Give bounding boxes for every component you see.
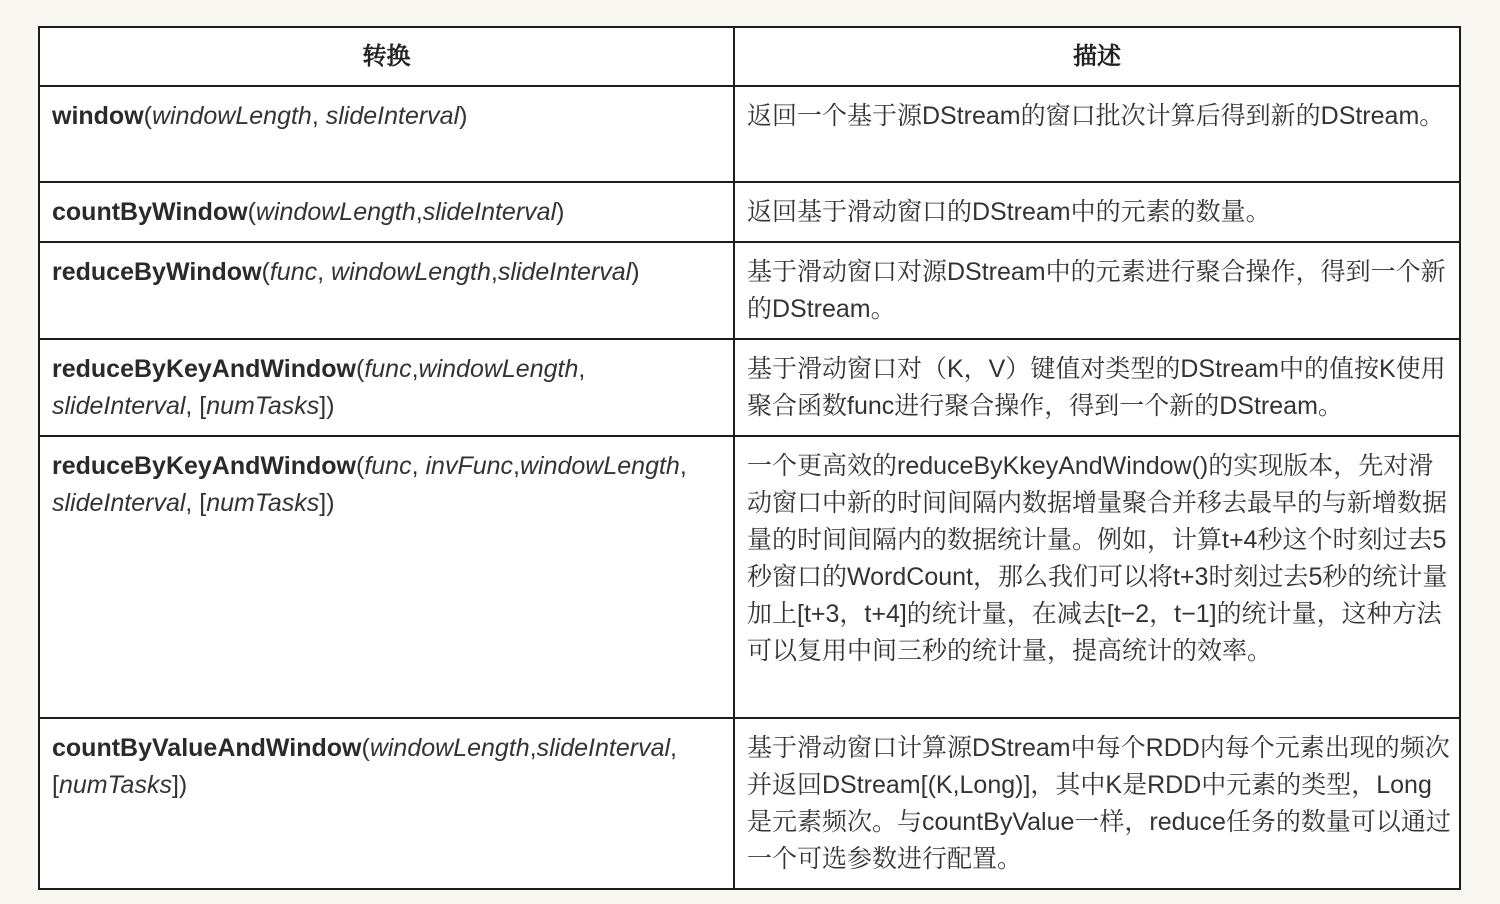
signature-punctuation: , [ [185,392,207,420]
transform-cell [39,86,734,182]
parameter-name: func [269,258,318,286]
signature-punctuation: , [411,355,419,383]
description-text: 基于滑动窗口对（K，V）键值对类型的DStream中的值按K使用聚合函数func进行聚合操作，得到一个新的DStream。 [747,355,1446,420]
parameter-name: slideInterval [536,734,671,762]
parameter-name: windowLength [151,102,312,130]
description-cell [734,182,1460,242]
parameter-name: func [364,452,412,480]
signature-punctuation: ( [247,198,256,226]
signature-punctuation: , [529,734,537,762]
function-signature [40,437,733,532]
transform-cell [39,242,734,339]
signature-punctuation: ( [143,102,152,130]
description-text: 返回基于滑动窗口的DStream中的元素的数量。 [747,198,1271,226]
signature-punctuation: ]) [319,489,335,517]
transform-cell [39,182,734,242]
window-operations-table [38,26,1461,890]
description-cell [734,86,1460,182]
parameter-name: windowLength [255,198,416,226]
table-row [39,182,1460,242]
function-name: countByValueAndWindow [52,734,362,762]
table-header-row [39,27,1460,86]
function-signature [40,340,733,435]
transform-cell [39,718,734,889]
function-name: reduceByKeyAndWindow [52,452,356,480]
function-name: window [52,102,144,130]
parameter-name: numTasks [206,489,320,517]
parameter-name: slideInterval [325,102,460,130]
description-text: 返回一个基于源DStream的窗口批次计算后得到新的DStream。 [747,102,1445,130]
function-name: reduceByKeyAndWindow [52,355,356,383]
description-text: 基于滑动窗口对源DStream中的元素进行聚合操作，得到一个新的DStream。 [747,258,1446,323]
parameter-name: windowLength [369,734,530,762]
parameter-name: func [364,355,412,383]
function-signature [40,243,733,301]
signature-punctuation: ]) [319,392,335,420]
parameter-name: windowLength [418,355,579,383]
description-cell [734,718,1460,889]
table-row [39,436,1460,718]
signature-punctuation: , [513,452,520,480]
description-text: 基于滑动窗口计算源DStream中每个RDD内每个元素出现的频次并返回DStream[(K,Long)]，其中K是RDD中元素的类型，Long是元素频次。与countByValue一样，reduce任务的数量可以通过一个可选参数进行配置。 [747,734,1451,873]
table-row [39,242,1460,339]
column-header-description: 描述 [734,27,1460,86]
parameter-name: windowLength [519,452,680,480]
signature-punctuation: ( [261,258,270,286]
function-name: countByWindow [52,198,248,226]
signature-punctuation: , [578,355,586,383]
function-signature [40,183,733,241]
signature-punctuation: ) [631,258,640,286]
function-name: reduceByWindow [52,258,262,286]
signature-punctuation: , [ [52,734,677,799]
function-signature [40,87,733,145]
signature-punctuation: , [679,452,687,480]
signature-punctuation: ]) [171,771,188,799]
signature-punctuation: , [490,258,498,286]
description-cell [734,339,1460,436]
column-header-transform: 转换 [39,27,734,86]
parameter-name: invFunc [425,452,514,480]
parameter-name: windowLength [331,258,491,286]
description-text: 一个更高效的reduceByKkeyAndWindow()的实现版本，先对滑动窗口中新的时间间隔内数据增量聚合并移去最早的与新增数据量的时间间隔内的数据统计量。例如，计算t+4秒这个时刻过去5秒窗口的WordCount，那么我们可以将t+3时刻过去5秒的统计量加上[t+3，t+4]的统计量，在减去[t−2，t−1]的统计量，这种方法可以复用中间三秒的统计量，提高统计的效率。 [747,452,1448,665]
parameter-name: numTasks [206,392,320,420]
table-row [39,718,1460,889]
signature-punctuation: , [ [185,489,207,517]
description-cell [734,242,1460,339]
transform-cell [39,339,734,436]
signature-punctuation: ) [556,198,565,226]
parameter-name: slideInterval [52,392,186,420]
signature-punctuation: , [415,198,423,226]
description-cell [734,436,1460,718]
transform-cell [39,436,734,718]
function-signature [40,719,733,814]
signature-punctuation: ( [355,452,365,480]
parameter-name: slideInterval [52,489,186,517]
signature-punctuation: ( [361,734,370,762]
parameter-name: numTasks [58,771,172,799]
parameter-name: slideInterval [497,258,632,286]
table-row [39,339,1460,436]
signature-punctuation: , [317,258,332,286]
signature-punctuation: , [311,102,326,130]
parameter-name: slideInterval [422,198,557,226]
signature-punctuation: ( [355,355,365,383]
signature-punctuation: ) [459,102,468,130]
table-row [39,86,1460,182]
signature-punctuation: , [411,452,426,480]
